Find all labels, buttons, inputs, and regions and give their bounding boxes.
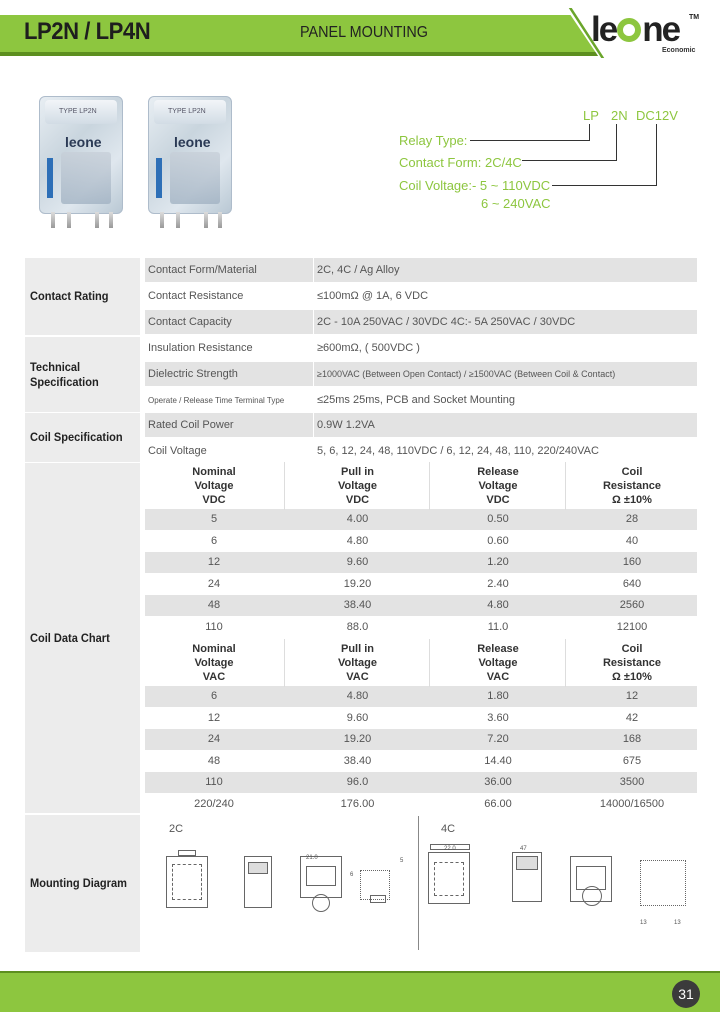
coil-chart-cell: 48 — [207, 599, 221, 611]
coil-chart-header-line: Ω ±10% — [612, 494, 652, 506]
coil-chart-cell: 3500 — [619, 776, 645, 788]
category-technical: Technical Specification — [25, 337, 140, 412]
coil-chart-cell: 38.40 — [343, 599, 372, 611]
relay-type-label: TYPE LP2N — [168, 108, 206, 115]
label-insulation: Insulation Resistance — [148, 342, 253, 354]
coil-chart-cell: 40 — [625, 534, 639, 547]
coil-chart-divider — [284, 462, 285, 510]
coil-chart-header-line: Resistance — [602, 657, 662, 669]
coil-chart-header-line: VDC — [486, 494, 510, 506]
coil-chart-header-line: VDC — [345, 494, 370, 506]
value-rated-coil-power: 0.9W 1.2VA — [314, 413, 697, 437]
contact-form-label: Contact Form: 2C/4C — [399, 155, 522, 170]
coil-chart-divider — [429, 639, 430, 687]
coil-chart-cell: 28 — [625, 513, 639, 525]
brand-logo: le ne — [591, 10, 680, 49]
coil-chart-header-line: Voltage — [338, 480, 377, 492]
coil-chart-cell: 14000/16500 — [599, 797, 665, 810]
coil-chart-header-line: Coil — [621, 643, 643, 655]
code-part-series: LP — [583, 108, 599, 123]
coil-chart-cell: 4.80 — [346, 690, 369, 702]
category-contact-rating: Contact Rating — [25, 258, 140, 335]
coil-chart-header-line: Voltage — [478, 657, 518, 669]
brand-tagline: Economic — [662, 47, 696, 54]
coil-chart-cell: 12 — [207, 556, 221, 568]
coil-chart-cell: 6 — [210, 534, 218, 547]
coil-chart-cell: 3.60 — [487, 711, 509, 724]
coil-chart-cell: 19.20 — [343, 733, 372, 745]
coil-chart-header-line: Voltage — [478, 480, 518, 492]
coil-chart-cell: 675 — [622, 754, 642, 767]
coil-chart-header — [286, 642, 429, 684]
relay-image-lp4n — [142, 88, 236, 238]
coil-chart-cell: 12 — [625, 690, 639, 702]
value-contact-form: 2C, 4C / Ag Alloy — [314, 258, 697, 282]
coil-chart-cell: 12100 — [616, 620, 648, 633]
relay-image-lp2n — [33, 88, 127, 238]
coil-chart-cell: 168 — [622, 733, 642, 745]
coil-chart-cell: 4.80 — [346, 534, 369, 547]
coil-chart-cell: 176.00 — [340, 797, 375, 810]
coil-chart-header-line: VAC — [202, 671, 226, 683]
coil-chart-cell: 11.0 — [487, 620, 509, 633]
coil-chart-cell: 12 — [207, 711, 221, 724]
coil-chart-divider — [565, 462, 566, 510]
mount-label-4c: 4C — [441, 823, 456, 835]
relay-logo: leone — [65, 134, 102, 150]
coil-chart-cell: 220/240 — [194, 797, 234, 810]
coil-chart-cell: 640 — [622, 577, 642, 590]
coil-chart-cell: 9.60 — [346, 711, 369, 724]
coil-chart-cell: 66.00 — [484, 797, 512, 810]
label-contact-resistance: Contact Resistance — [148, 290, 244, 302]
coil-chart-cell: 2560 — [619, 599, 645, 611]
value-insulation: ≥600mΩ, ( 500VDC ) — [317, 342, 420, 354]
coil-chart-header-line: Release — [477, 466, 519, 478]
value-contact-capacity: 2C - 10A 250VAC / 30VDC 4C:- 5A 250VAC / 30VDC — [314, 310, 697, 334]
coil-chart-header — [145, 642, 283, 684]
relay-logo: leone — [174, 134, 211, 150]
coil-chart-header — [286, 465, 429, 507]
code-part-voltage: DC12V — [636, 108, 678, 123]
coil-chart-header-line: VAC — [486, 671, 510, 683]
coil-chart-cell: 2.40 — [487, 577, 509, 590]
coil-chart-header-line: VDC — [202, 494, 226, 506]
coil-voltage-ac-label: 6 ~ 240VAC — [481, 196, 551, 211]
coil-chart-cell: 14.40 — [484, 754, 512, 767]
coil-chart-header-line: Pull in — [341, 643, 374, 655]
coil-chart-header-line: VAC — [346, 671, 369, 683]
mount-label-2c: 2C — [169, 823, 184, 835]
coil-chart-header-line: Nominal — [192, 643, 236, 655]
page-number: 31 — [672, 980, 700, 1008]
coil-chart-divider — [429, 462, 430, 510]
coil-chart-cell: 1.20 — [487, 556, 509, 568]
trademark-mark: TM — [689, 14, 700, 21]
bracket-voltage — [552, 124, 657, 186]
section-title: PANEL MOUNTING — [300, 24, 429, 41]
coil-chart-cell: 160 — [622, 556, 642, 568]
coil-chart-cell: 0.60 — [487, 534, 509, 547]
coil-chart-cell: 38.40 — [343, 754, 372, 767]
coil-chart-divider — [284, 639, 285, 687]
coil-chart-cell: 4.80 — [487, 599, 509, 611]
coil-chart-cell: 0.50 — [487, 513, 509, 525]
coil-chart-cell: 1.80 — [487, 690, 509, 702]
value-dielectric: ≥1000VAC (Between Open Contact) / ≥1500VAC (Between Coil & Contact) — [314, 362, 697, 386]
coil-chart-header — [145, 465, 283, 507]
coil-chart-cell: 9.60 — [346, 556, 369, 568]
label-dielectric: Dielectric Strength — [145, 362, 313, 386]
label-operate-time: Operate / Release Time Terminal Type — [148, 395, 285, 405]
category-coil-spec: Coil Specification — [25, 413, 140, 462]
page-header — [0, 0, 720, 62]
coil-chart-header-line: Voltage — [194, 480, 234, 492]
coil-chart-cell: 4.00 — [346, 513, 369, 525]
coil-chart-header-line: Release — [477, 643, 519, 655]
coil-chart-header-line: Ω ±10% — [612, 671, 652, 683]
coil-chart-header-line: Coil — [621, 466, 643, 478]
coil-chart-cell: 24 — [207, 577, 221, 590]
code-part-form: 2N — [611, 108, 628, 123]
coil-chart-cell: 96.0 — [346, 776, 369, 788]
coil-chart-header-line: Pull in — [341, 466, 374, 478]
logo-ring-icon — [617, 18, 641, 42]
coil-voltage-label: Coil Voltage:- 5 ~ 110VDC — [399, 178, 551, 193]
coil-chart-header — [567, 642, 697, 684]
coil-chart-header-line: Voltage — [194, 657, 234, 669]
coil-chart-cell: 110 — [205, 776, 223, 788]
coil-chart-cell: 5 — [210, 513, 218, 525]
relay-type-label: Relay Type: — [399, 133, 468, 148]
coil-chart-header — [431, 642, 565, 684]
page-footer — [0, 973, 720, 1012]
coil-chart-header — [567, 465, 697, 507]
mount-divider — [418, 816, 419, 950]
coil-chart-cell: 36.00 — [484, 776, 512, 788]
label-rated-coil-power: Rated Coil Power — [145, 413, 313, 437]
coil-chart-header — [431, 465, 565, 507]
coil-chart-cell: 24 — [207, 733, 221, 745]
value-operate-time: ≤25ms 25ms, PCB and Socket Mounting — [317, 394, 516, 406]
label-coil-voltage: Coil Voltage — [148, 445, 207, 457]
coil-chart-cell: 6 — [210, 690, 218, 702]
coil-chart-header-line: Resistance — [602, 480, 662, 492]
relay-type-label: TYPE LP2N — [59, 108, 97, 115]
coil-chart-cell: 110 — [205, 620, 223, 633]
category-coil-data-chart: Coil Data Chart — [25, 463, 140, 813]
coil-chart-divider — [565, 639, 566, 687]
coil-chart-cell: 88.0 — [346, 620, 369, 633]
coil-chart-cell: 7.20 — [487, 733, 509, 745]
coil-chart-cell: 42 — [625, 711, 639, 724]
product-title: LP2N / LP4N — [24, 18, 151, 45]
category-mounting-diagram: Mounting Diagram — [25, 815, 140, 952]
coil-chart-cell: 19.20 — [343, 577, 372, 590]
value-coil-voltage: 5, 6, 12, 24, 48, 110VDC / 6, 12, 24, 48, 110, 220/240VAC — [317, 445, 599, 457]
coil-chart-header-line: Voltage — [338, 657, 377, 669]
label-contact-capacity: Contact Capacity — [145, 310, 313, 334]
coil-chart-header-line: Nominal — [192, 466, 236, 478]
label-contact-form: Contact Form/Material — [145, 258, 313, 282]
coil-chart-cell: 48 — [207, 754, 221, 767]
value-contact-resistance: ≤100mΩ @ 1A, 6 VDC — [317, 290, 429, 302]
